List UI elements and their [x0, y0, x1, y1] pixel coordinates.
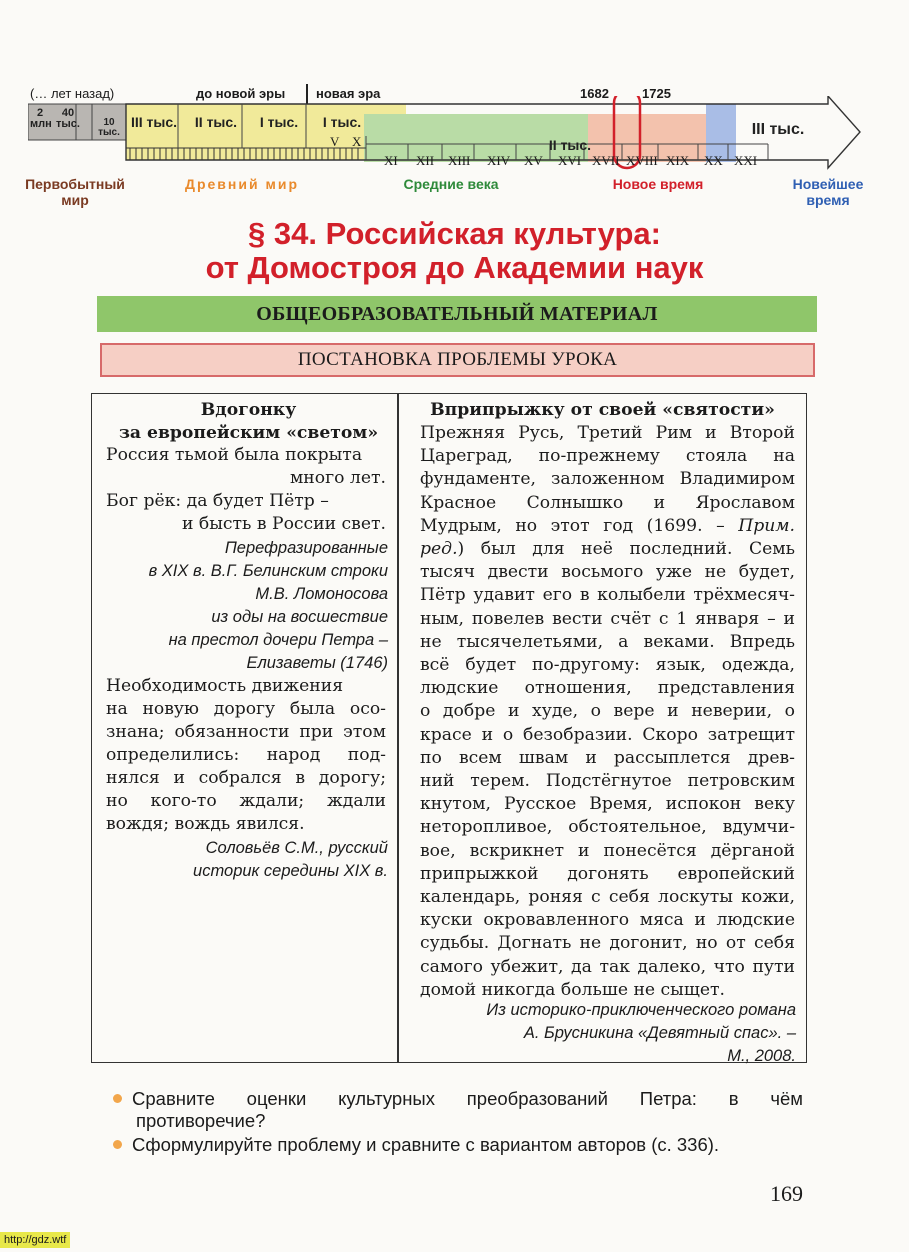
right-source-line: М., 2008. [727, 1047, 796, 1065]
poem-line: Бог рёк: да будет Пётр – [106, 491, 329, 511]
right-text-line: вое, вскрикнет и понесётся дёрганой [420, 840, 795, 861]
left-heading-2: за европейским «светом» [118, 423, 379, 443]
right-text-line: ний терем. Подстёгнутое петровским [420, 771, 795, 791]
poem-source-line: Перефразированные [224, 539, 388, 557]
left-text-line: определились: народ под- [106, 745, 386, 765]
right-text-line: фундаменте, заложенном Владимиром [420, 469, 795, 490]
right-heading: Вприпрыжку от своей «святости» [430, 400, 775, 420]
century-14: XIV [487, 153, 511, 168]
right-text-line: Цареград, по-прежнему стояла на [420, 446, 795, 467]
left-source-line: историк середины XIX в. [193, 862, 388, 880]
century-18: XVIII [626, 153, 658, 168]
left-text-line: на новую дорогу была осо- [106, 699, 386, 719]
segment-1k-bc: I тыс. [259, 114, 299, 130]
right-text-line: кнутом, Русское Время, испокон веку [420, 794, 795, 815]
poem-source-line: в XIX в. В.Г. Белинским строки [148, 562, 388, 580]
segment-2k-ad: II тыс. [548, 137, 592, 153]
years-ago-label: (… лет назад) [30, 86, 115, 101]
right-text-line: Прежняя Русь, Третий Рим и Второй [420, 423, 795, 443]
right-text-line: по всем швам и рассыплется древ- [420, 747, 795, 768]
right-text-line: куски окровавленного мяса и людские [420, 910, 795, 931]
poem-line: много лет. [289, 468, 386, 488]
right-text-line: Мудрым, но этот год (1699. – Прим. [420, 515, 795, 536]
right-text-line: красе и о безобразии. Скоро затрещит [420, 724, 795, 745]
poem-line: и бысть в России свет. [181, 514, 386, 534]
poem-source-line: из оды на восшествие [211, 608, 388, 626]
left-text-line: нялся и собрался в дорогу; [106, 768, 386, 788]
right-text-line: Красное Солнышко и Ярославом [420, 492, 795, 513]
problem-statement-band: ПОСТАНОВКА ПРОБЛЕМЫ УРОКА [100, 343, 815, 377]
bullet-icon [113, 1140, 122, 1149]
poem-source-line: на престол дочери Петра – [168, 631, 388, 649]
right-text-line: Пётр удавит его в колыбели трёхмесяч- [420, 585, 795, 606]
left-source-line: Соловьёв С.М., русский [205, 839, 388, 857]
century-12: XII [416, 153, 435, 168]
era-primitive: Первобытный мир [25, 176, 125, 208]
right-text-line: домой никогда больше не сыщет. [420, 979, 725, 1000]
century-11: XI [384, 153, 398, 168]
right-text-line: о добре и худе, о вере и неверии, о [420, 701, 795, 722]
right-text-line: тысяч двести восьмого уже не будет, [420, 562, 795, 583]
poem-line: Россия тьмой была покрыта [106, 445, 363, 465]
century-16: XVI [558, 153, 582, 168]
left-text-line: но кого-то ждали; ждали [106, 791, 386, 811]
right-text-line: припрыжкой догонять европейский [420, 863, 795, 884]
century-13: XIII [448, 153, 471, 168]
left-text-line: знана; обязанности при этом [106, 722, 386, 742]
bc-label: до новой эры [196, 86, 286, 101]
century-17: XVII [592, 153, 620, 168]
task-2: Сформулируйте проблему и сравните с вариантом авторов (с. 336). [113, 1133, 719, 1157]
page-title-line2: от Домостроя до Академии наук [205, 250, 704, 285]
century-15: XV [524, 153, 543, 168]
right-text-line: не тысячелетьями, а веками. Впредь [420, 631, 795, 652]
segment-2mln: 2 млн [30, 107, 52, 130]
left-text-line: Необходимость движения [106, 676, 344, 696]
century-19: XIX [666, 153, 690, 168]
era-ancient: Древний мир [185, 176, 299, 192]
left-heading-1: Вдогонку [200, 400, 297, 420]
segment-40k: 40 тыс. [56, 107, 80, 130]
era-middle: Средние века [403, 176, 499, 192]
segment-3k-ad: III тыс. [751, 121, 805, 138]
general-material-band: ОБЩЕОБРАЗОВАТЕЛЬНЫЙ МАТЕРИАЛ [97, 296, 817, 332]
era-newest: Новейшее время [792, 176, 864, 208]
right-text-line: неторопливое, обстоятельное, вдумчи- [420, 817, 795, 838]
right-text-line: ред.) был для неё последний. Семь [420, 539, 795, 559]
century-10: X [352, 134, 362, 149]
right-source-line: А. Брусникина «Девятный спас». – [523, 1024, 796, 1042]
ad-label: новая эра [316, 86, 381, 101]
task-1-line1: Сравните оценки культурных преобразований Петра: в чём [113, 1087, 803, 1111]
century-20: XX [704, 153, 723, 168]
poem-source-line: М.В. Ломоносова [255, 585, 388, 603]
bullet-icon [113, 1094, 122, 1103]
poem-source-line: Елизаветы (1746) [246, 654, 388, 672]
segment-1k-ad: I тыс. [322, 114, 362, 130]
left-text-line: вождя; вождь явился. [106, 814, 305, 834]
right-source-line: Из историко-приключенческого романа [486, 1001, 796, 1019]
segment-3k-bc: III тыс. [130, 114, 178, 130]
right-text-line: самого убежит, да так далеко, что пути [420, 956, 795, 977]
table-divider [397, 393, 399, 1063]
task-1-line2: противоречие? [136, 1110, 266, 1131]
year-start-label: 1682 [580, 86, 609, 101]
page-number: 169 [770, 1181, 803, 1206]
right-text-line: судьбы. Догнать не догонит, но от себя [420, 933, 795, 954]
right-text-line: календарь, роняя с себя лоскуты кожи, [420, 887, 795, 907]
right-text-line: людские отношения, представления [420, 678, 795, 699]
right-text-line: всё будет по-другому: язык, одежда, [420, 655, 795, 675]
century-5: V [330, 134, 340, 149]
page-title-line1: § 34. Российская культура: [248, 216, 661, 251]
segment-2k-bc: II тыс. [194, 114, 238, 130]
era-modern: Новое время [612, 176, 704, 192]
year-end-label: 1725 [642, 86, 671, 101]
century-21: XXI [734, 153, 758, 168]
watermark: http://gdz.wtf [0, 1232, 70, 1248]
right-text-line: ным, повелев вести счёт с 1 января – и [420, 608, 795, 629]
segment-10k: 10 тыс. [98, 117, 120, 138]
